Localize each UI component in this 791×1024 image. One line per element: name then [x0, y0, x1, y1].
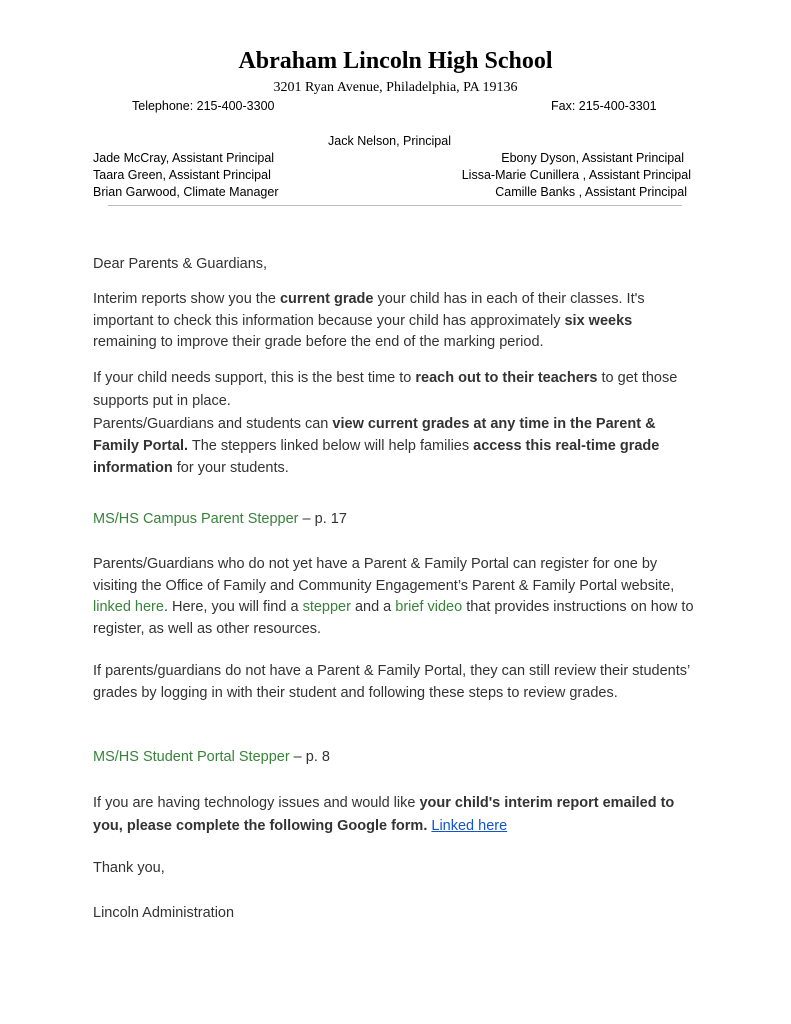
- signature: Lincoln Administration: [93, 905, 235, 921]
- brief-video-link[interactable]: brief video: [395, 599, 463, 615]
- paragraph-tech-issues: [93, 792, 705, 838]
- p4-text-3: and a: [350, 599, 396, 615]
- staff-right-2: Lissa-Marie Cunillera , Assistant Principal: [461, 168, 691, 182]
- p3-bold-view-grades: view current grades at any time in the Parent & Family Portal.: [93, 416, 656, 454]
- p6-bold-email-report: your child's interim report emailed to you, please complete the following Google form.: [93, 795, 675, 834]
- staff-left-1: Jade McCray, Assistant Principal: [93, 151, 275, 165]
- p6-text-1: If you are having technology issues and would like: [93, 795, 420, 811]
- fax: Fax: 215-400-3301: [551, 99, 657, 113]
- p4-text-4: that provides instructions on how to register, as well as other resources.: [93, 599, 694, 637]
- header-divider: [108, 205, 682, 206]
- p4-text-1: Parents/Guardians who do not yet have a Parent & Family Portal can register for one by visiting the Office of Family and Community Engagement’s Parent & Family Portal website,: [93, 556, 675, 594]
- p3-bold-access: access this real-time grade information: [93, 438, 660, 476]
- p3-text-2: The steppers linked below will help families: [188, 438, 474, 454]
- p1-text-3: remaining to improve their grade before the end of the marking period.: [93, 334, 544, 350]
- campus-parent-stepper-link[interactable]: MS/HS Campus Parent Stepper: [93, 511, 299, 527]
- telephone: Telephone: 215-400-3300: [132, 99, 275, 113]
- school-address: 3201 Ryan Avenue, Philadelphia, PA 19136: [273, 80, 518, 95]
- campus-parent-stepper-page: – p. 17: [298, 511, 347, 527]
- p3-text-1: Parents/Guardians and students can: [93, 416, 333, 432]
- p1-bold-current-grade: current grade: [279, 291, 374, 307]
- principal: Jack Nelson, Principal: [328, 134, 451, 148]
- p1-bold-six-weeks: six weeks: [564, 312, 633, 329]
- staff-right-3: Camille Banks , Assistant Principal: [495, 185, 687, 199]
- student-portal-stepper-link[interactable]: MS/HS Student Portal Stepper: [93, 749, 290, 765]
- p3-text-3: for your students.: [172, 460, 289, 476]
- p1-text-2: your child has in each of their classes. It's important to check this information because your child has approximately: [93, 291, 645, 329]
- p4-text-2: . Here, you will find a: [163, 599, 303, 615]
- staff-right-1: Ebony Dyson, Assistant Principal: [501, 151, 684, 165]
- campus-parent-stepper-line: [93, 509, 713, 531]
- p1-text-1: Interim reports show you the: [93, 291, 280, 307]
- p2-bold-reach-out: reach out to their teachers: [415, 370, 598, 386]
- staff-left-3: Brian Garwood, Climate Manager: [93, 185, 279, 199]
- paragraph-register: [93, 554, 705, 640]
- student-portal-stepper-page: – p. 8: [289, 749, 330, 765]
- paragraph-interim-reports: [93, 289, 698, 354]
- google-form-link[interactable]: Linked here: [431, 818, 508, 834]
- greeting: Dear Parents & Guardians,: [93, 256, 268, 272]
- portal-website-link[interactable]: linked here: [93, 599, 164, 615]
- student-portal-stepper-line: [93, 747, 713, 769]
- paragraph-support: [93, 367, 698, 413]
- school-name: Abraham Lincoln High School: [238, 48, 553, 74]
- paragraph-no-portal: If parents/guardians do not have a Parent & Family Portal, they can still review their students’ grades by logging in with their student and following these steps to review grades.: [93, 663, 690, 701]
- staff-left-2: Taara Green, Assistant Principal: [93, 168, 271, 182]
- paragraph-portal: [93, 413, 705, 479]
- closing: Thank you,: [93, 860, 165, 876]
- p2-text-2: to get those supports put in place.: [93, 370, 678, 409]
- p2-text-1: If your child needs support, this is the best time to: [93, 370, 416, 386]
- stepper-link[interactable]: stepper: [302, 599, 351, 615]
